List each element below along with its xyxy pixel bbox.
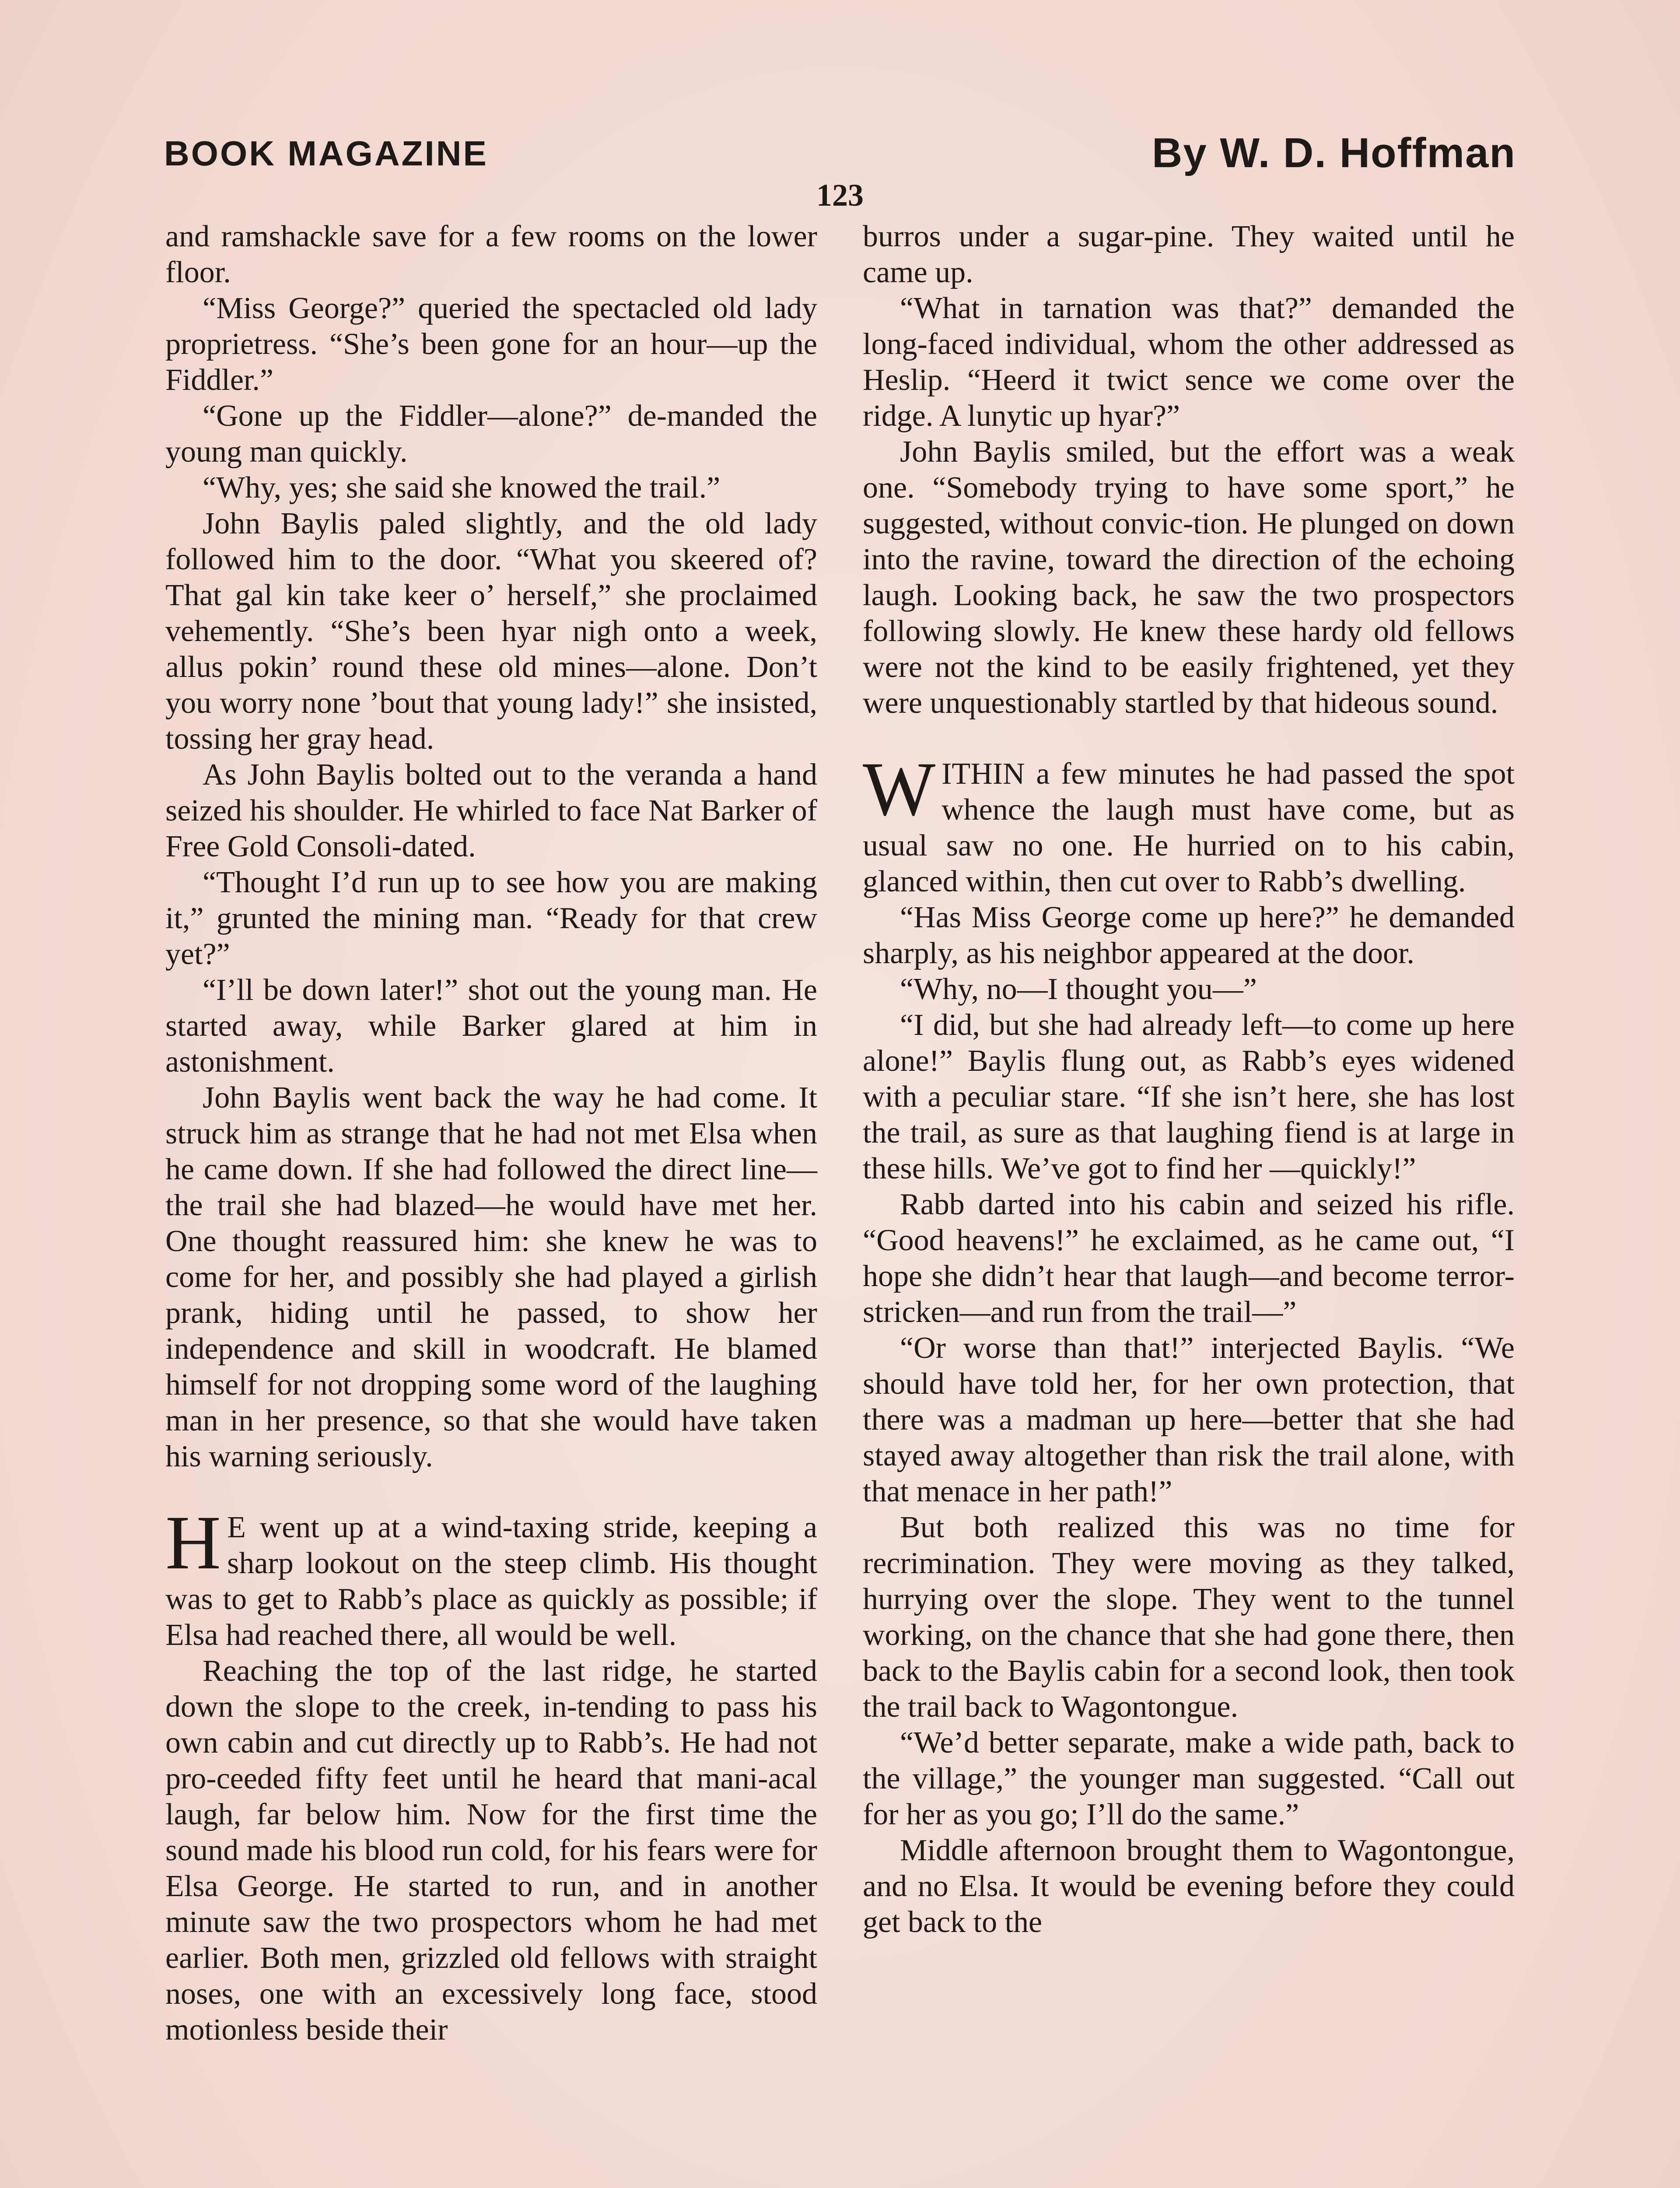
paragraph — [863, 219, 1515, 291]
paragraph-text: “Why, yes; she said she knowed the trail.” — [203, 471, 721, 505]
paragraph — [165, 1500, 817, 1653]
paragraph — [165, 865, 817, 972]
paragraph-text: John Baylis paled slightly, and the old lady followed him to the door. “What you skeered of? That gal kin take keer o’ herself,” she proclaimed vehemently. “She’s been hyar nigh onto a week, allus pokin’ round these old mines—alone. Don’t you worry none ’bout that young lady!” she insisted, tossing her gray head. — [165, 507, 817, 756]
paragraph — [165, 506, 817, 757]
paragraph — [863, 1510, 1515, 1725]
paragraph-text: John Baylis went back the way he had come. It struck him as strange that he had not met Elsa when he came down. If she had followed the direct line—the trail she had blazed—he would have met her. One thought reassured him: she knew he was to come for her, and possibly she had played a girlish prank, hiding until he passed, to show her independence and skill in woodcraft. He blamed himself for not dropping some word of the laughing man in her presence, so that she would have taken his warning seriously. — [165, 1081, 817, 1473]
drop-cap: H — [165, 1500, 221, 1585]
paragraph-text: Reaching the top of the last ridge, he started down the slope to the creek, in-tending to pass his own cabin and cut directly up to Rabb’s. He had not pro-ceeded fifty feet until he heard that mani-acal laugh, far below him. Now for the first time the sound made his blood run cold, for his fears were for Elsa George. He started to run, and in another minute saw the two prospectors whom he had met earlier. Both men, grizzled old fellows with straight noses, one with an excessively long face, stood motionless beside their — [165, 1654, 817, 2047]
paragraph-text: “Gone up the Fiddler—alone?” de-manded the young man quickly. — [165, 399, 817, 469]
paragraph-text: “Why, no—I thought you—” — [900, 972, 1257, 1006]
paragraph-text: “I did, but she had already left—to come up here alone!” Baylis flung out, as Rabb’s eyes widened with a peculiar stare. “If she isn’t here, she has lost the trail, as sure as that laughing fiend is at large in these hills. We’ve got to find her —quickly!” — [863, 1008, 1515, 1185]
paragraph — [863, 747, 1515, 900]
paragraph-text: John Baylis smiled, but the effort was a weak one. “Somebody trying to have some sport,” he suggested, without convic-tion. He plunged on down into the ravine, toward the direction of the echoing laugh. Looking back, he saw the two prospectors following slowly. He knew these hardy old fellows were not the kind to be easily frightened, yet they were unquestionably startled by that hideous sound. — [863, 435, 1515, 720]
paragraph-text: “Has Miss George come up here?” he demanded sharply, as his neighbor appeared at the door. — [863, 901, 1515, 970]
paragraph — [863, 1007, 1515, 1187]
paragraph-text: “What in tarnation was that?” demanded the long-faced individual, whom the other addressed as Heslip. “Heerd it twict sence we come over the ridge. A lunytic up hyar?” — [863, 291, 1515, 433]
page-number: 123 — [816, 178, 864, 213]
paragraph-text: “Miss George?” queried the spectacled old lady proprietress. “She’s been gone for an hour—up the Fiddler.” — [165, 291, 817, 397]
paragraph — [165, 398, 817, 470]
paragraph — [863, 1725, 1515, 1833]
section-break — [863, 721, 1515, 756]
paragraph — [165, 291, 817, 398]
paragraph — [165, 757, 817, 865]
paragraph — [165, 1080, 817, 1475]
paragraph — [165, 1653, 817, 2048]
paragraph-text: ITHIN a few minutes he had passed the spot whence the laugh must have come, but as usual saw no one. He hurried on to his cabin, glanced within, then cut over to Rabb’s dwelling. — [863, 757, 1515, 898]
left-text-column — [165, 219, 817, 2048]
paragraph — [863, 434, 1515, 721]
right-text-column — [863, 219, 1515, 1940]
paragraph-text: Middle afternoon brought them to Wagontongue, and no Elsa. It would be evening before they could get back to the — [863, 1834, 1515, 1939]
publication-title: BOOK MAGAZINE — [164, 134, 488, 173]
paragraph — [863, 291, 1515, 434]
author-byline: By W. D. Hoffman — [1152, 130, 1516, 176]
drop-cap: W — [863, 747, 936, 832]
paragraph — [863, 971, 1515, 1007]
paragraph-text: E went up at a wind-taxing stride, keeping a sharp lookout on the steep climb. His thought was to get to Rabb’s place as quickly as possible; if Elsa had reached there, all would be well. — [165, 1511, 817, 1652]
paragraph — [863, 900, 1515, 971]
paragraph-text: and ramshackle save for a few rooms on the lower floor. — [165, 220, 817, 289]
page-header — [164, 125, 1516, 182]
paragraph-text: burros under a sugar-pine. They waited until he came up. — [863, 220, 1515, 289]
paragraph-text: “We’d better separate, make a wide path, back to the village,” the younger man suggested. “Call out for her as you go; I’ll do the same.” — [863, 1726, 1515, 1831]
paragraph-text: Rabb darted into his cabin and seized his rifle. “Good heavens!” he exclaimed, as he came out, “I hope she didn’t hear that laugh—and become terror-stricken—and run from the trail—” — [863, 1188, 1515, 1329]
paragraph-text: “I’ll be down later!” shot out the young man. He started away, while Barker glared at him in astonishment. — [165, 973, 817, 1079]
paragraph-text: But both realized this was no time for recrimination. They were moving as they talked, hurrying over the slope. They went to the tunnel working, on the chance that she had gone there, then back to the Baylis cabin for a second look, then took the trail back to Wagontongue. — [863, 1511, 1515, 1724]
section-break — [165, 1475, 817, 1510]
paragraph — [165, 219, 817, 291]
paragraph-text: “Or worse than that!” interjected Baylis. “We should have told her, for her own protection, that there was a madman up here—better that she had stayed away altogether than risk the trail alone, with that menace in her path!” — [863, 1331, 1515, 1508]
paragraph — [863, 1330, 1515, 1510]
paragraph — [863, 1833, 1515, 1940]
paragraph — [863, 1187, 1515, 1330]
paragraph-text: As John Baylis bolted out to the veranda a hand seized his shoulder. He whirled to face Nat Barker of Free Gold Consoli-dated. — [165, 758, 817, 863]
paragraph — [165, 972, 817, 1080]
paragraph-text: “Thought I’d run up to see how you are making it,” grunted the mining man. “Ready for that crew yet?” — [165, 866, 817, 971]
paragraph — [165, 470, 817, 506]
